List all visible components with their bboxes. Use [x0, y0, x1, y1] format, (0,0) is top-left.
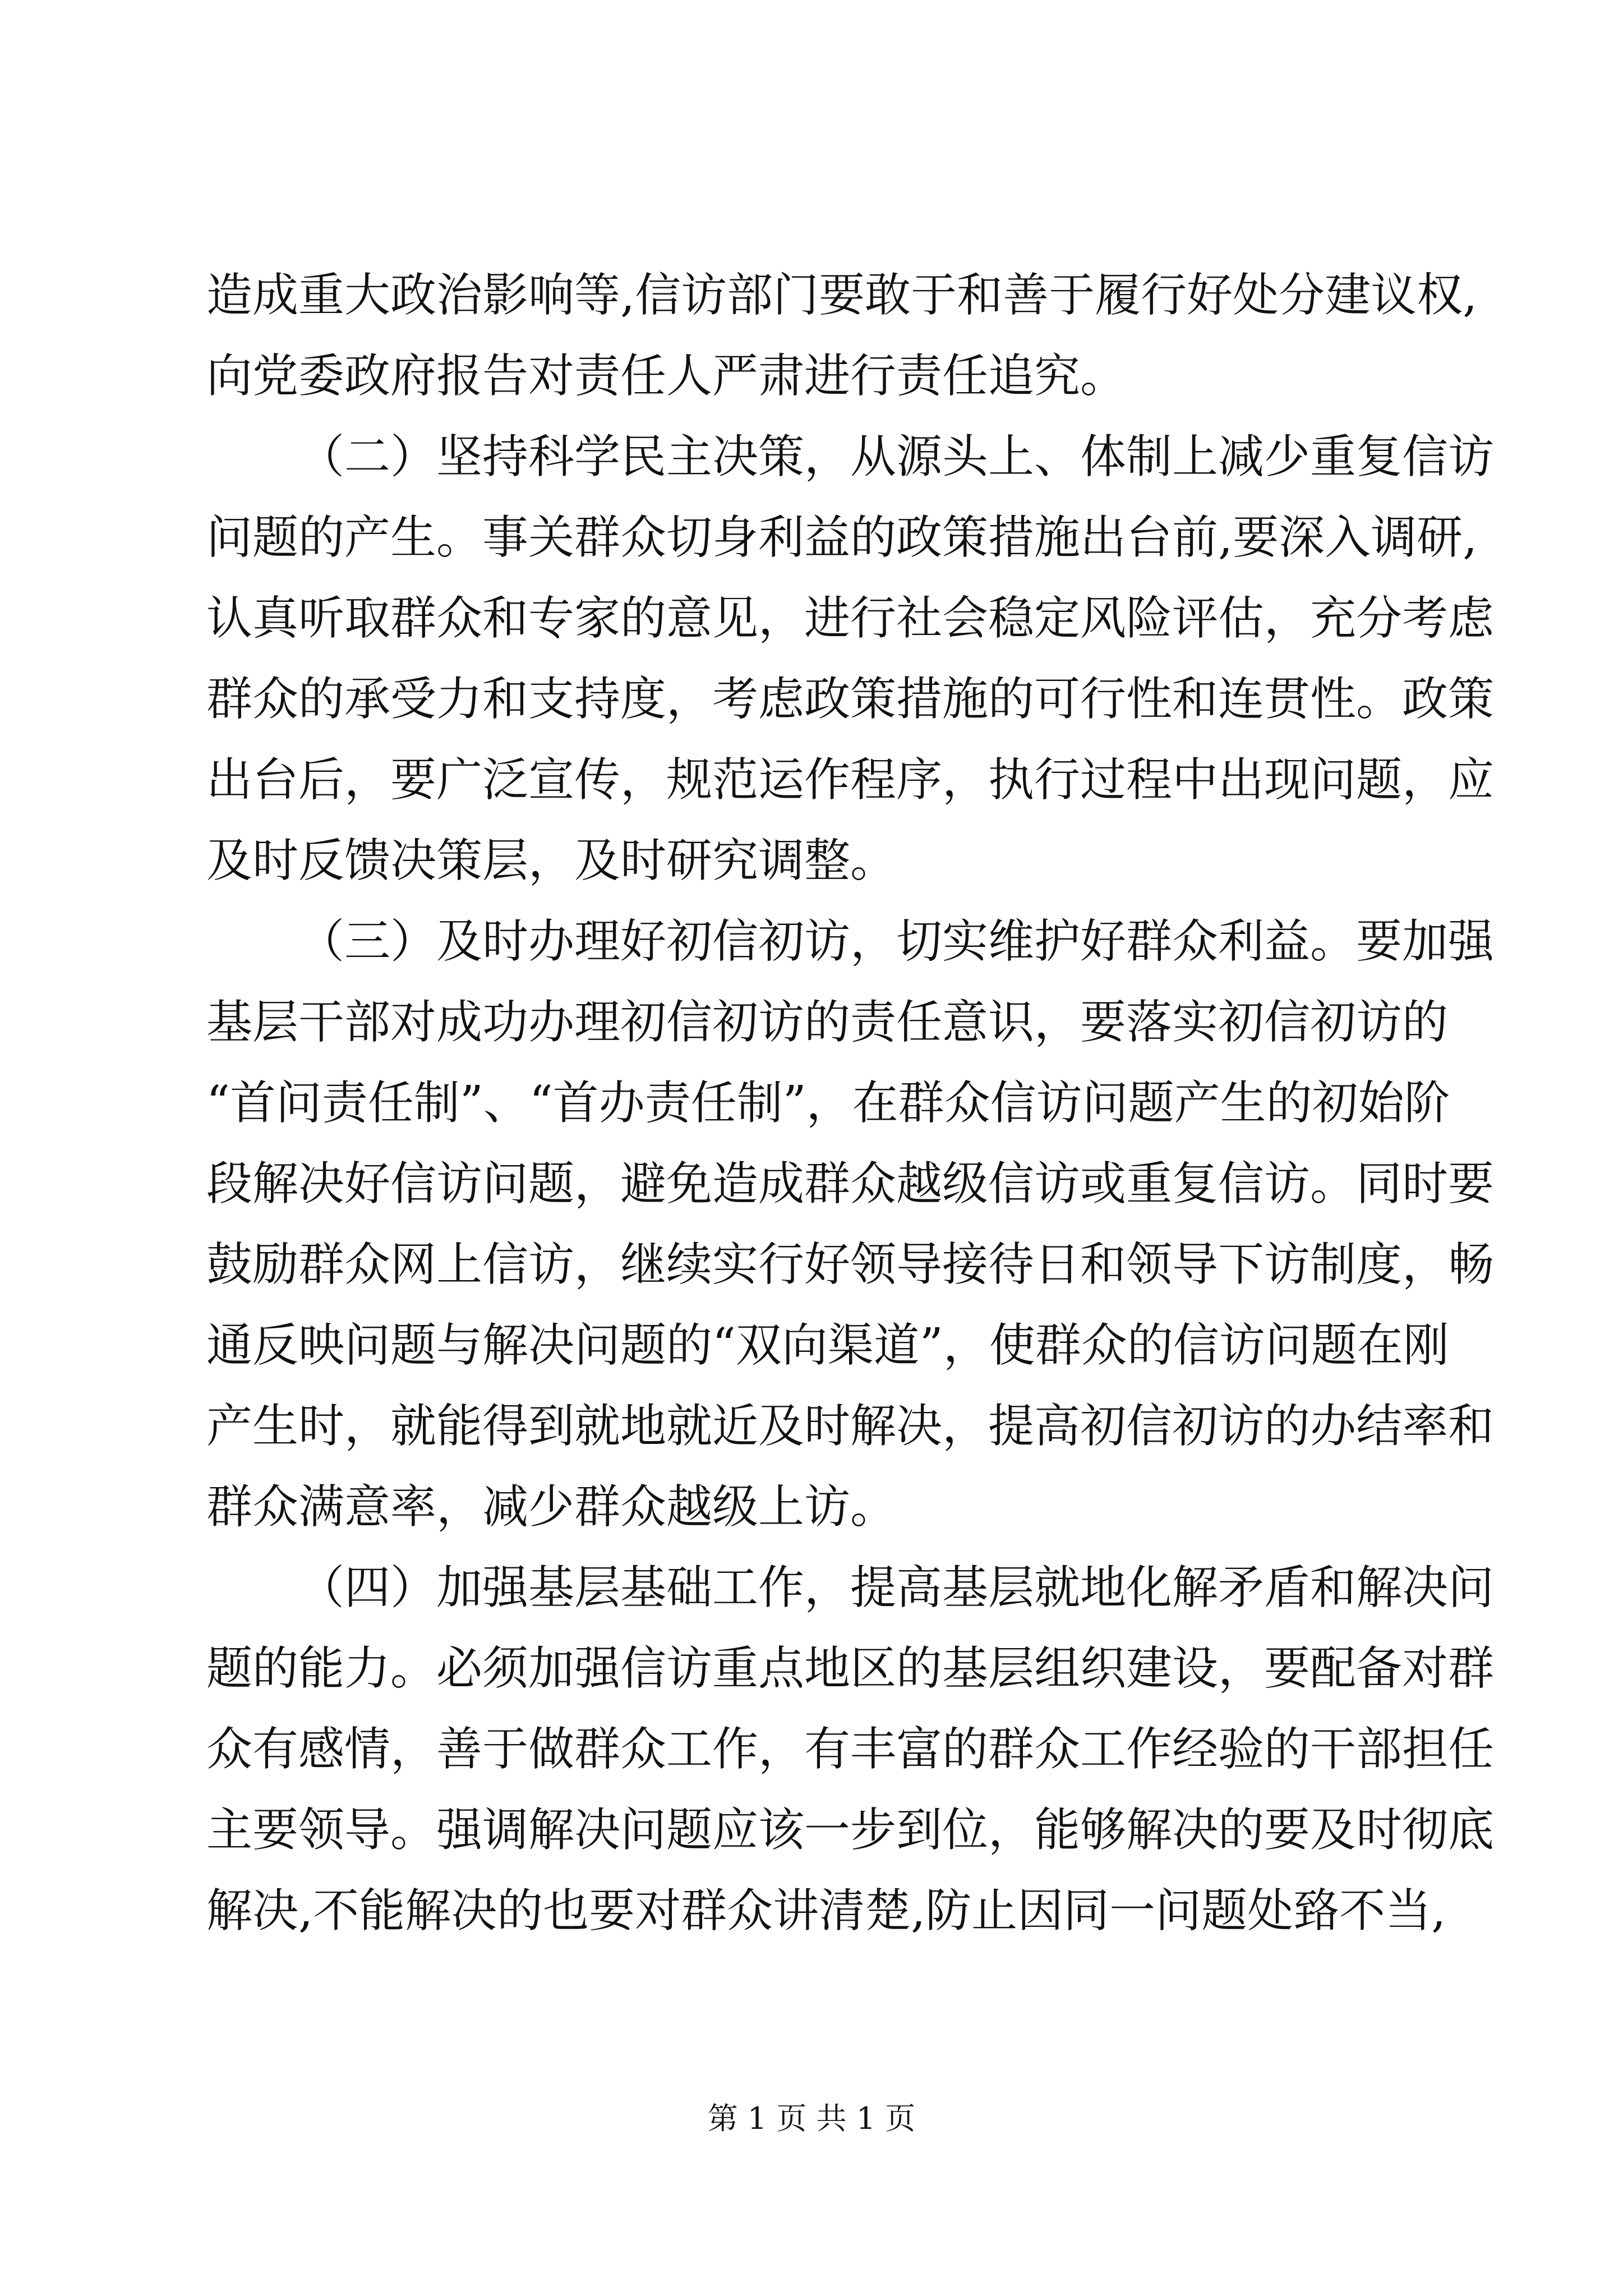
text-line: 主要领导。强调解决问题应该一步到位，能够解决的要及时彻底 — [206, 1803, 1495, 1857]
text-line: 鼓励群众网上信访，继续实行好领导接待日和领导下访制度，畅 — [206, 1238, 1495, 1291]
text-line: “首问责任制”、“首办责任制”，在群众信访问题产生的初始阶 — [206, 1076, 1450, 1130]
text-line: 出台后，要广泛宣传，规范运作程序，执行过程中出现问题，应 — [206, 753, 1495, 807]
text-line: 解决,不能解决的也要对群众讲清楚,防止因同一问题处臵不当, — [206, 1884, 1446, 1938]
text-line: （四）加强基层基础工作，提高基层就地化解矛盾和解决问 — [298, 1561, 1495, 1614]
page-footer: 第 1 页 共 1 页 — [707, 2101, 916, 2136]
text-line: 通反映问题与解决问题的“双向渠道”，使群众的信访问题在刚 — [206, 1319, 1449, 1372]
text-line: 群众满意率，减少群众越级上访。 — [206, 1480, 897, 1534]
text-line: 问题的产生。事关群众切身利益的政策措施出台前,要深入调研, — [206, 511, 1478, 564]
text-line: 群众的承受力和支持度，考虑政策措施的可行性和连贯性。政策 — [206, 673, 1495, 726]
text-line: 认真听取群众和专家的意见，进行社会稳定风险评估，充分考虑 — [206, 592, 1495, 645]
text-line: 众有感情，善于做群众工作，有丰富的群众工作经验的干部担任 — [206, 1723, 1495, 1776]
text-line: （三）及时办理好初信初访，切实维护好群众利益。要加强 — [298, 915, 1495, 968]
text-line: （二）坚持科学民主决策，从源头上、体制上减少重复信访 — [298, 430, 1495, 484]
text-line: 段解决好信访问题，避免造成群众越级信访或重复信访。同时要 — [206, 1157, 1495, 1211]
text-line: 向党委政府报告对责任人严肃进行责任追究。 — [206, 349, 1127, 403]
text-line: 造成重大政治影响等,信访部门要敢于和善于履行好处分建议权, — [206, 269, 1478, 322]
text-line: 产生时，就能得到就地就近及时解决，提高初信初访的办结率和 — [206, 1400, 1495, 1453]
text-line: 基层干部对成功办理初信初访的责任意识，要落实初信初访的 — [206, 996, 1449, 1049]
document-body — [206, 255, 1495, 1952]
text-line: 题的能力。必须加强信访重点地区的基层组织建设，要配备对群 — [206, 1642, 1495, 1695]
text-line: 及时反馈决策层，及时研究调整。 — [206, 834, 897, 887]
